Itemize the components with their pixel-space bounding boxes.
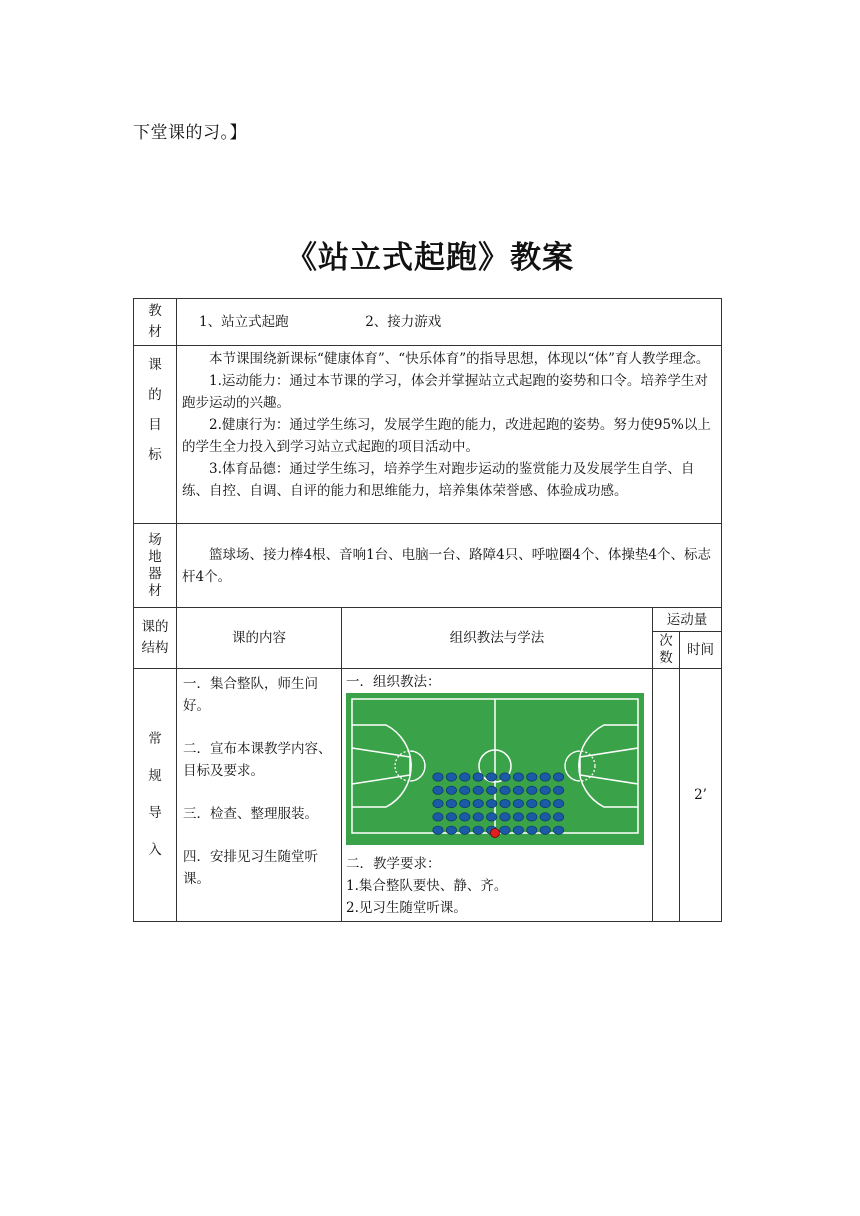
student-marker	[540, 799, 550, 807]
material-content	[177, 299, 722, 346]
student-marker	[513, 799, 523, 807]
student-marker	[527, 773, 537, 781]
section-intro-content	[177, 669, 342, 922]
student-marker	[460, 799, 470, 807]
section-intro-label-text: 常规导入	[148, 731, 162, 858]
header-content: 课的内容	[177, 608, 342, 669]
teacher-marker	[491, 829, 500, 838]
goals-label-text: 课的目标	[148, 357, 162, 463]
basketball-court-diagram	[346, 693, 644, 845]
section-intro-duration: 2’	[680, 669, 722, 922]
student-marker	[513, 813, 523, 821]
student-marker	[473, 799, 483, 807]
goal-health-behavior: 2.健康行为：通过学生练习，发展学生跑的能力，改进起跑的姿势。努力使95%以上的学生全力投入到学习站立式起跑的项目活动中。	[182, 417, 711, 455]
student-marker	[553, 813, 563, 821]
org-title: 一．组织教法：	[346, 674, 441, 690]
content-item-1: 一．集合整队，师生问好。	[183, 676, 318, 714]
material-label	[134, 299, 177, 346]
student-marker	[486, 786, 496, 794]
student-marker	[446, 826, 456, 834]
student-marker	[553, 799, 563, 807]
header-load: 运动量	[653, 608, 722, 632]
student-marker	[446, 813, 456, 821]
section-intro-method	[342, 669, 653, 922]
student-marker	[553, 786, 563, 794]
student-marker	[540, 786, 550, 794]
lesson-plan-table	[133, 298, 722, 922]
student-marker	[446, 799, 456, 807]
student-marker	[460, 786, 470, 794]
header-times-text: 次数	[659, 633, 673, 666]
student-marker	[460, 813, 470, 821]
student-marker	[527, 813, 537, 821]
student-marker	[486, 773, 496, 781]
student-marker	[500, 799, 510, 807]
student-marker	[513, 773, 523, 781]
requirement-2: 2.见习生随堂听课。	[346, 900, 467, 916]
goals-label	[134, 346, 177, 524]
material-item-2: 2、接力游戏	[365, 314, 442, 330]
student-marker	[527, 786, 537, 794]
goal-sport-ethics: 3.体育品德：通过学生练习，培养学生对跑步运动的鉴赏能力及发展学生自学、自练、自控、自调、自评的能力和思维能力，培养集体荣誉感、体验成功感。	[182, 461, 695, 499]
goals-row	[134, 346, 722, 524]
header-structure-text: 课的结构	[141, 619, 169, 656]
header-row-1	[134, 608, 722, 632]
section-intro-row	[134, 669, 722, 922]
student-marker	[473, 813, 483, 821]
student-marker	[553, 826, 563, 834]
student-marker	[540, 773, 550, 781]
section-intro-times	[653, 669, 680, 922]
student-marker	[513, 786, 523, 794]
goals-intro: 本节课围绕新课标“健康体育”、“快乐体育”的指导思想，体现以“体”育人教学理念。	[209, 351, 710, 367]
student-marker	[486, 813, 496, 821]
student-marker	[500, 773, 510, 781]
requirement-1: 1.集合整队要快、静、齐。	[346, 878, 508, 894]
header-times	[653, 632, 680, 669]
student-marker	[553, 773, 563, 781]
equipment-label-text: 场地器材	[148, 532, 162, 599]
student-marker	[500, 786, 510, 794]
student-marker	[460, 773, 470, 781]
student-marker	[500, 813, 510, 821]
student-marker	[433, 813, 443, 821]
student-marker	[540, 826, 550, 834]
header-duration: 时间	[680, 632, 722, 669]
student-marker	[460, 826, 470, 834]
student-marker	[540, 813, 550, 821]
equipment-row	[134, 524, 722, 608]
goal-motor-skill: 1.运动能力：通过本节课的学习，体会并掌握站立式起跑的姿势和口令。培养学生对跑步运动的兴趣。	[182, 373, 708, 411]
material-label-text: 教材	[148, 303, 162, 340]
header-structure	[134, 608, 177, 669]
equipment-label	[134, 524, 177, 608]
content-item-3: 三．检查、整理服装。	[183, 806, 318, 822]
student-marker	[433, 773, 443, 781]
student-marker	[446, 786, 456, 794]
requirements-title: 二．教学要求：	[346, 856, 441, 872]
section-intro-label	[134, 669, 177, 922]
student-marker	[473, 786, 483, 794]
student-marker	[446, 773, 456, 781]
student-marker	[527, 826, 537, 834]
student-marker	[473, 773, 483, 781]
student-marker	[433, 799, 443, 807]
goals-content	[177, 346, 722, 524]
content-item-4: 四．安排见习生随堂听课。	[183, 849, 318, 887]
equipment-content: 篮球场、接力棒4根、音响1台、电脑一台、路障4只、呼啦圈4个、体操垫4个、标志杆4个。	[177, 524, 722, 608]
student-marker	[486, 799, 496, 807]
student-marker	[433, 826, 443, 834]
student-marker	[500, 826, 510, 834]
document-title: 《站立式起跑》教案	[286, 240, 574, 276]
student-marker	[527, 799, 537, 807]
material-item-1: 1、站立式起跑	[199, 314, 289, 330]
student-marker	[473, 826, 483, 834]
content-item-2: 二．宣布本课教学内容、目标及要求。	[183, 741, 332, 779]
student-marker	[513, 826, 523, 834]
header-method: 组织教法与学法	[342, 608, 653, 669]
previous-page-fragment: 下堂课的习。】	[133, 123, 247, 143]
student-marker	[433, 786, 443, 794]
material-row	[134, 299, 722, 346]
